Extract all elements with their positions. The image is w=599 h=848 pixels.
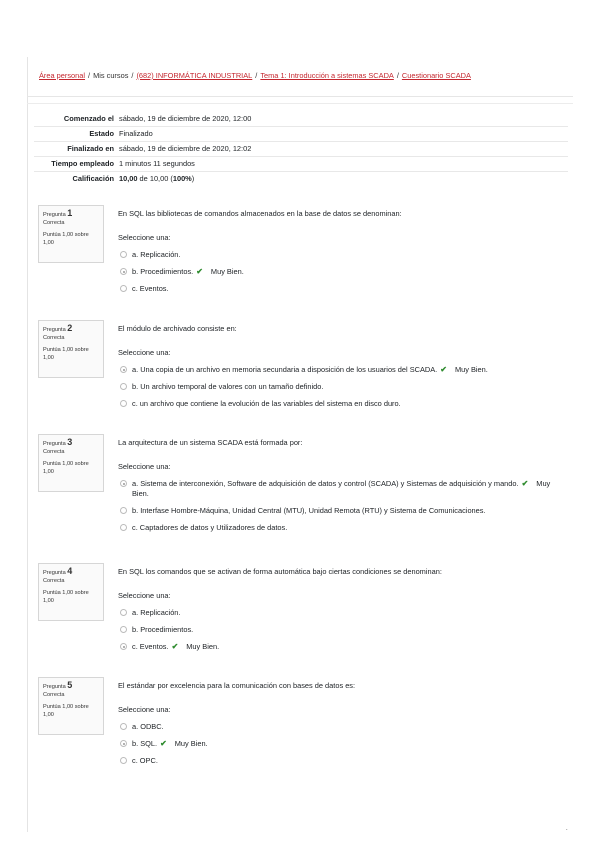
answer-option[interactable] xyxy=(118,608,568,618)
answer-prompt: Seleccione una: xyxy=(118,705,171,714)
radio-button[interactable] xyxy=(120,383,127,390)
option-label: a. ODBC. xyxy=(132,722,164,731)
breadcrumb-area-personal[interactable]: Área personal xyxy=(39,71,86,80)
question-text: En SQL las bibliotecas de comandos almacenados en la base de datos se denominan: xyxy=(118,209,402,218)
summary-row-time-taken: Tiempo empleado 1 minutos 11 segundos xyxy=(34,156,568,171)
question-text: El módulo de archivado consiste en: xyxy=(118,324,237,333)
breadcrumb-mis-cursos: Mis cursos xyxy=(93,71,129,80)
question-word: Pregunta xyxy=(43,441,66,447)
breadcrumb-topic[interactable]: Tema 1: Introducción a sistemas SCADA xyxy=(260,71,394,80)
option-label: a. Sistema de interconexión, Software de adquisición de datos y control (SCADA) y Sistemas de adquisición y mando. xyxy=(132,479,519,488)
radio-button[interactable] xyxy=(120,366,127,373)
radio-button[interactable] xyxy=(120,285,127,292)
question-body xyxy=(118,567,568,652)
question-number: 1 xyxy=(67,208,73,218)
option-label: b. Un archivo temporal de valores con un tamaño definido. xyxy=(132,382,324,391)
question-state: Correcta xyxy=(43,220,65,226)
radio-button[interactable] xyxy=(120,757,127,764)
question-number: 2 xyxy=(67,323,73,333)
summary-row-started: Comenzado el sábado, 19 de diciembre de 2020, 12:00 xyxy=(63,114,252,123)
question-score: Puntúa 1,00 sobre 1,00 xyxy=(43,704,89,718)
question-info-box xyxy=(38,434,104,492)
summary-row-completed: Finalizado en sábado, 19 de diciembre de 2020, 12:02 xyxy=(34,141,568,156)
question-word: Pregunta xyxy=(43,570,66,576)
radio-button[interactable] xyxy=(120,268,127,275)
option-label: b. Procedimientos. xyxy=(132,267,194,276)
answer-option[interactable] xyxy=(118,267,568,277)
option-label: b. SQL. xyxy=(132,739,158,748)
option-label: a. Replicación. xyxy=(132,250,181,259)
corner-mark: . xyxy=(566,826,568,832)
question-body xyxy=(118,438,568,533)
feedback-text: Muy Bien. xyxy=(186,642,220,651)
question-word: Pregunta xyxy=(43,684,66,690)
radio-button[interactable] xyxy=(120,643,127,650)
option-label: c. un archivo que contiene la evolución de las variables del sistema en disco duro. xyxy=(132,399,401,408)
radio-button[interactable] xyxy=(120,723,127,730)
question-word: Pregunta xyxy=(43,327,66,333)
radio-button[interactable] xyxy=(120,609,127,616)
question-number: 5 xyxy=(67,680,73,690)
question-score: Puntúa 1,00 sobre 1,00 xyxy=(43,461,89,475)
feedback-text: Muy Bien. xyxy=(174,739,208,748)
answer-prompt: Seleccione una: xyxy=(118,233,171,242)
radio-button[interactable] xyxy=(120,524,127,531)
question-word: Pregunta xyxy=(43,212,66,218)
answer-option[interactable] xyxy=(118,523,568,533)
answer-prompt: Seleccione una: xyxy=(118,591,171,600)
question-text: La arquitectura de un sistema SCADA está formada por: xyxy=(118,438,303,447)
attempt-summary-table xyxy=(34,112,568,186)
feedback-text: Muy Bien. xyxy=(132,479,551,498)
option-label: c. Captadores de datos y Utilizadores de datos. xyxy=(132,523,288,532)
question-score: Puntúa 1,00 sobre 1,00 xyxy=(43,590,89,604)
answer-option[interactable] xyxy=(118,739,568,749)
breadcrumb-quiz[interactable]: Cuestionario SCADA xyxy=(401,71,471,80)
question-score: Puntúa 1,00 sobre 1,00 xyxy=(43,347,89,361)
answer-option[interactable] xyxy=(118,284,568,294)
check-icon: ✔ xyxy=(160,739,167,748)
check-icon: ✔ xyxy=(171,642,179,651)
question-info-box xyxy=(38,563,104,621)
radio-button[interactable] xyxy=(120,740,127,747)
check-icon: ✔ xyxy=(521,479,529,488)
radio-button[interactable] xyxy=(120,626,127,633)
question-text: En SQL los comandos que se activan de forma automática bajo ciertas condiciones se denominan: xyxy=(118,567,442,576)
answer-prompt: Seleccione una: xyxy=(118,348,171,357)
question-info-box xyxy=(38,205,104,263)
answer-option[interactable] xyxy=(118,399,568,409)
feedback-text: Muy Bien. xyxy=(210,267,244,276)
answer-prompt: Seleccione una: xyxy=(118,462,171,471)
question-state: Correcta xyxy=(43,335,65,341)
answer-option[interactable] xyxy=(118,756,568,766)
option-label: b. Interfase Hombre-Máquina, Unidad Central (MTU), Unidad Remota (RTU) y Sistema de Comunicaciones. xyxy=(132,506,486,515)
question-state: Correcta xyxy=(43,692,65,698)
question-state: Correcta xyxy=(43,449,65,455)
answer-option[interactable] xyxy=(118,722,568,732)
question-score: Puntúa 1,00 sobre 1,00 xyxy=(43,232,89,246)
divider xyxy=(27,103,573,104)
answer-option[interactable] xyxy=(118,642,568,652)
answer-option[interactable] xyxy=(118,365,568,375)
divider xyxy=(27,96,573,97)
question-body xyxy=(118,209,568,294)
option-label: c. OPC. xyxy=(132,756,158,765)
question-info-box xyxy=(38,320,104,378)
summary-row-state: Estado Finalizado xyxy=(34,126,568,141)
question-number: 4 xyxy=(67,566,73,576)
answer-option[interactable] xyxy=(118,479,568,499)
option-label: c. Eventos. xyxy=(132,284,169,293)
feedback-text: Muy Bien. xyxy=(454,365,488,374)
answer-option[interactable] xyxy=(118,382,568,392)
question-number: 3 xyxy=(67,437,73,447)
option-label: a. Replicación. xyxy=(132,608,181,617)
option-label: a. Una copia de un archivo en memoria secundaria a disposición de los usuarios del SCADA. xyxy=(132,365,438,374)
check-icon: ✔ xyxy=(440,365,447,374)
radio-button[interactable] xyxy=(120,507,127,514)
question-info-box xyxy=(38,677,104,735)
answer-option[interactable] xyxy=(118,506,568,516)
summary-row-grade: Calificación 10,00 de 10,00 (100%) xyxy=(34,171,568,186)
radio-button[interactable] xyxy=(120,251,127,258)
answer-option[interactable] xyxy=(118,625,568,635)
question-state: Correcta xyxy=(43,578,65,584)
breadcrumb: Área personal / Mis cursos / (682) INFORMÁTICA INDUSTRIAL / Tema 1: Introducción a sistemas SCADA / Cuestionario SCADA xyxy=(39,71,471,80)
answer-option[interactable] xyxy=(118,250,568,260)
breadcrumb-course[interactable]: (682) INFORMÁTICA INDUSTRIAL xyxy=(136,71,253,80)
option-label: b. Procedimientos. xyxy=(132,625,194,634)
option-label: c. Eventos. xyxy=(132,642,169,651)
radio-button[interactable] xyxy=(120,480,127,487)
question-body xyxy=(118,681,568,766)
question-text: El estándar por excelencia para la comunicación con bases de datos es: xyxy=(118,681,356,690)
question-body xyxy=(118,324,568,409)
check-icon: ✔ xyxy=(196,267,203,276)
radio-button[interactable] xyxy=(120,400,127,407)
